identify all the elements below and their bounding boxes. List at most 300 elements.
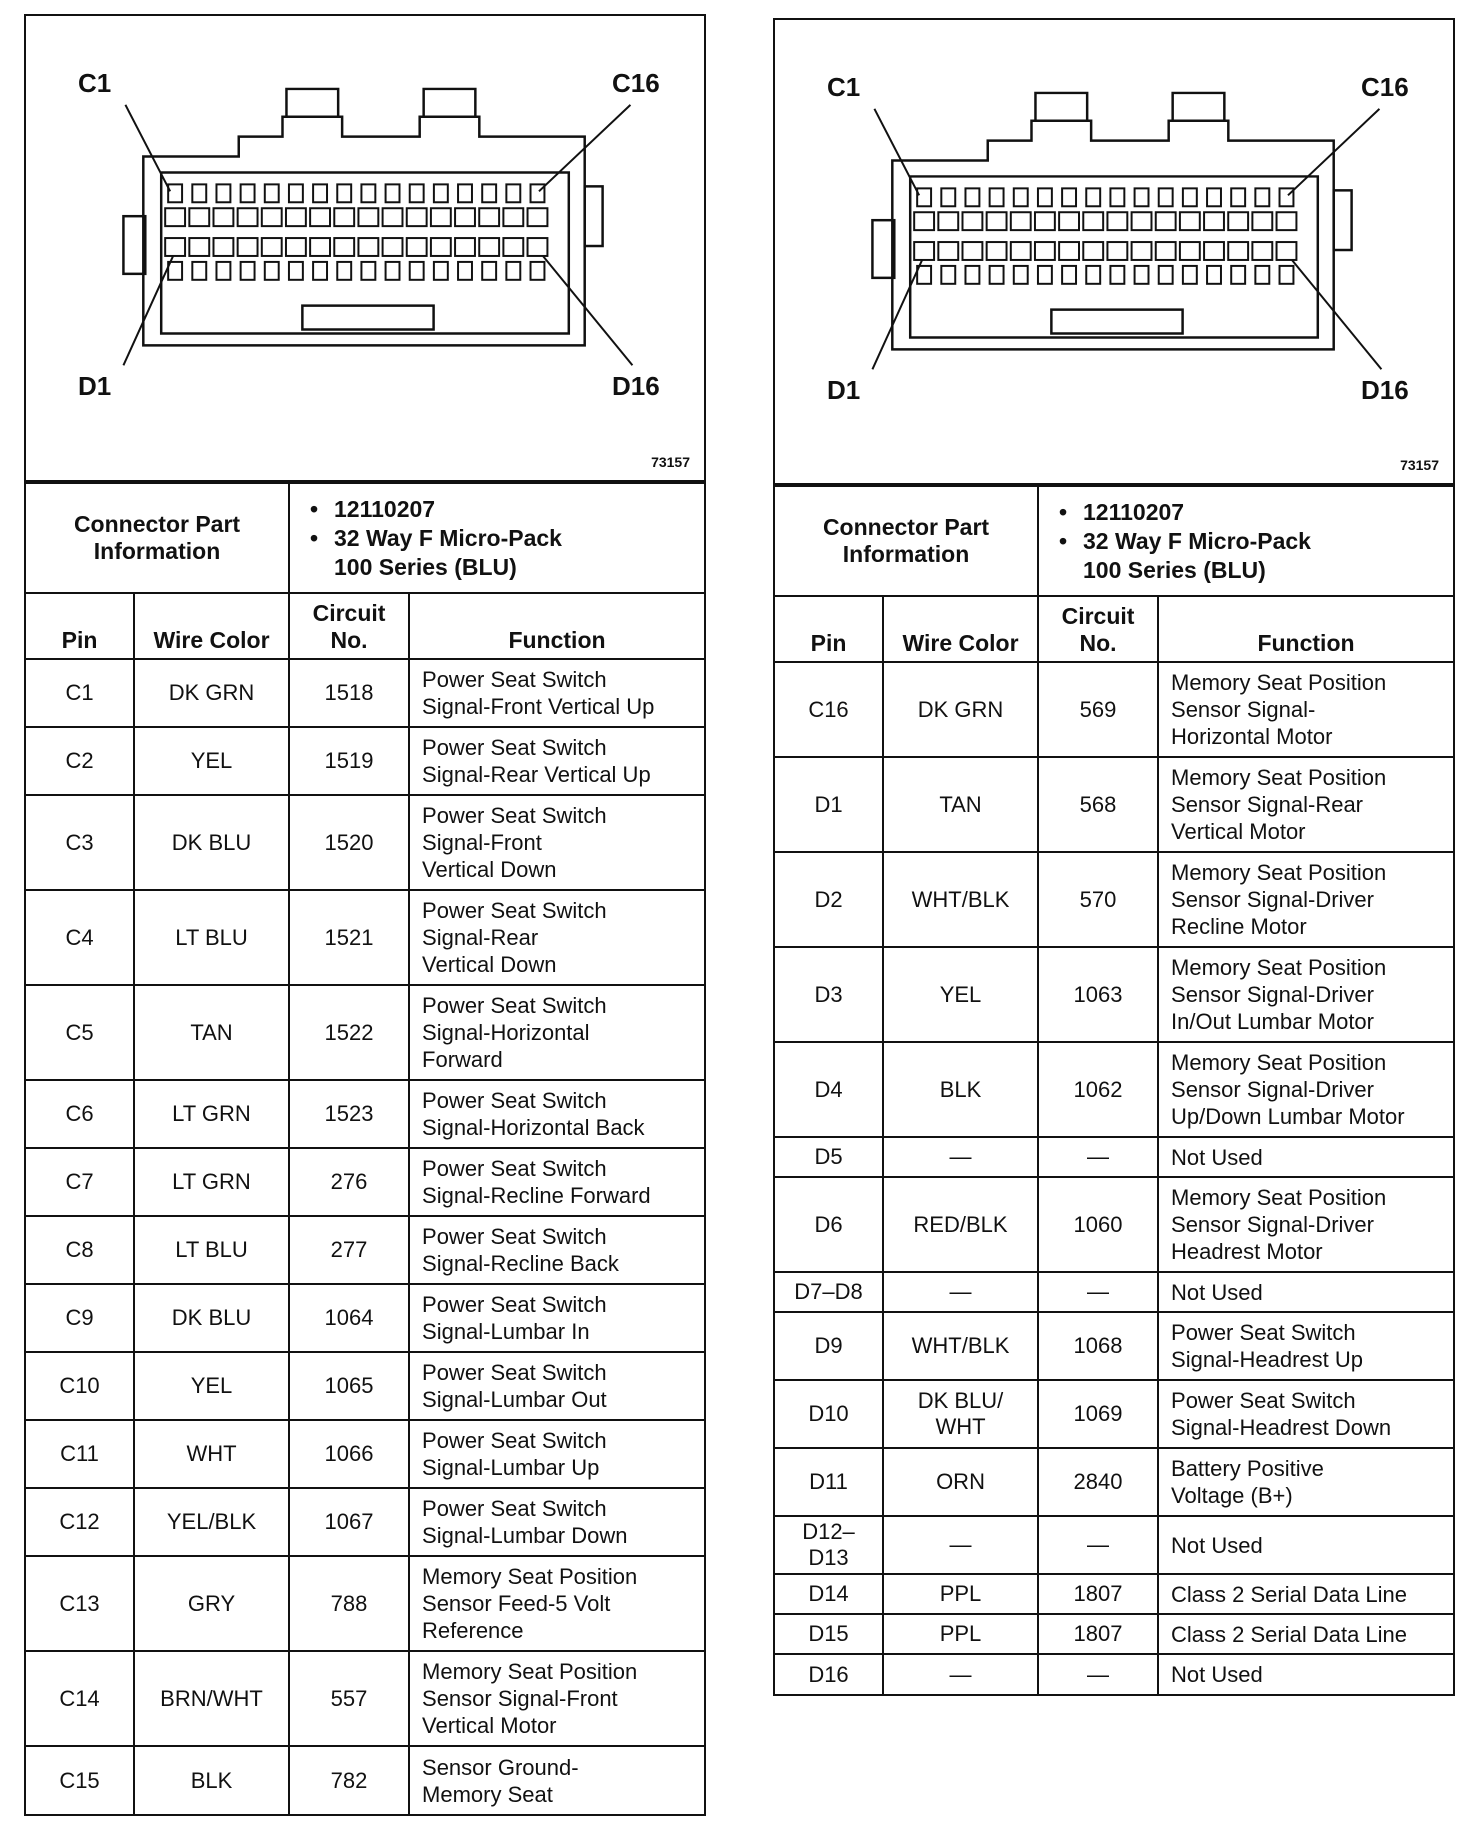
terminal-cavity [334, 208, 354, 226]
terminal-cavity [1252, 242, 1272, 260]
wire-color-cell: RED/BLK [883, 1177, 1038, 1272]
terminal-cavity [310, 208, 330, 226]
circuit-cell: 276 [289, 1148, 409, 1216]
side-latch-right [1334, 190, 1352, 250]
circuit-cell: 1523 [289, 1080, 409, 1148]
table-row [775, 1380, 1453, 1448]
connector-info-title-1: Connector Part [73, 511, 241, 537]
wire-color-cell: — [883, 1272, 1038, 1312]
side-latch-right [585, 186, 603, 246]
function-line: Power Seat Switch [422, 1496, 607, 1521]
function-line: Sensor Signal- [1171, 697, 1316, 722]
wire-color-cell: DK GRN [883, 662, 1038, 757]
header-wire-color: Wire Color [883, 596, 1038, 662]
function-cell [1158, 662, 1453, 757]
function-cell [409, 1284, 704, 1352]
function-line: Signal-Recline Back [422, 1251, 619, 1276]
table-row [26, 1352, 704, 1420]
terminal-cavity [1038, 188, 1052, 206]
function-line: Memory Seat Position [422, 1659, 638, 1684]
wire-color-cell: LT GRN [134, 1148, 289, 1216]
table-row [26, 985, 704, 1080]
terminal-cavity [938, 212, 958, 230]
leader-c1 [874, 109, 919, 195]
function-line: Power Seat Switch [422, 1088, 607, 1113]
terminal-cavity [410, 262, 424, 280]
terminal-cavity [1135, 188, 1149, 206]
function-cell [409, 659, 704, 727]
wire-color-cell: PPL [883, 1614, 1038, 1654]
header-wire-color: Wire Color [134, 593, 289, 659]
table-row [775, 1448, 1453, 1516]
terminal-cavity [386, 262, 400, 280]
function-cell [409, 985, 704, 1080]
pin-cell: C5 [26, 985, 134, 1080]
terminal-cavity [213, 238, 233, 256]
function-cell [409, 1080, 704, 1148]
function-line: Memory Seat Position [1171, 955, 1387, 980]
function-line: Signal-Rear Vertical Up [422, 762, 651, 787]
label-c1: C1 [78, 68, 112, 98]
function-line: Vertical Motor [1171, 819, 1306, 844]
wire-color-cell: YEL [883, 947, 1038, 1042]
table-row [26, 727, 704, 795]
terminal-cavity [434, 184, 448, 202]
terminal-cavity [262, 208, 282, 226]
function-cell [409, 727, 704, 795]
function-line: Memory Seat [422, 1781, 553, 1807]
terminal-cavity [1110, 188, 1124, 206]
connector-info-value [289, 483, 704, 593]
terminal-cavity [1255, 266, 1269, 284]
function-line: Reference [422, 1618, 524, 1643]
terminal-cavity [1132, 212, 1152, 230]
top-tab-left [1035, 93, 1087, 121]
function-cell [409, 1556, 704, 1651]
circuit-cell: 1807 [1038, 1614, 1158, 1654]
function-line: Power Seat Switch [422, 667, 607, 692]
function-line: Signal-Rear [422, 925, 539, 950]
connector-info-label [775, 486, 1038, 596]
circuit-cell: — [1038, 1137, 1158, 1177]
table-row [26, 795, 704, 890]
wire-color-cell: DK BLU/ WHT [883, 1380, 1038, 1448]
table-row [775, 1574, 1453, 1614]
function-line: Power Seat Switch [422, 1224, 607, 1249]
circuit-cell: 1807 [1038, 1574, 1158, 1614]
terminal-cavity [165, 238, 185, 256]
table-row [26, 1284, 704, 1352]
terminal-cavity [361, 184, 375, 202]
desc-line-1: 32 Way F Micro-Pack [1083, 527, 1311, 554]
label-d16: D16 [1361, 375, 1409, 405]
function-line: Class 2 Serial Data Line [1171, 1621, 1408, 1647]
wire-color-cell: LT GRN [134, 1080, 289, 1148]
terminal-cavity [503, 238, 523, 256]
table-row [26, 1488, 704, 1556]
table-body [26, 659, 704, 1814]
function-line: Signal-Recline Forward [422, 1183, 651, 1208]
label-d1: D1 [827, 375, 861, 405]
terminal-cavity [938, 242, 958, 260]
function-cell [1158, 1272, 1453, 1312]
function-line: Not Used [1171, 1532, 1263, 1558]
pin-cell: C9 [26, 1284, 134, 1352]
terminal-cavity [506, 184, 520, 202]
terminal-cavity [482, 184, 496, 202]
wire-color-cell: — [883, 1516, 1038, 1574]
pin-cell: C12 [26, 1488, 134, 1556]
table-row [26, 1651, 704, 1746]
diagram-number: 73157 [1400, 457, 1439, 473]
circuit-cell: 569 [1038, 662, 1158, 757]
circuit-cell: 1069 [1038, 1380, 1158, 1448]
circuit-cell: 568 [1038, 757, 1158, 852]
terminal-cavity [962, 242, 982, 260]
table-row [26, 1080, 704, 1148]
terminal-cavity [1280, 266, 1294, 284]
diagram-number: 73157 [651, 454, 690, 470]
terminal-cavity [1038, 266, 1052, 284]
terminal-cavity [917, 188, 931, 206]
table-row [775, 1177, 1453, 1272]
terminal-cavity [1252, 212, 1272, 230]
connector-info-title-1: Connector Part [822, 514, 990, 540]
terminal-cavity [1207, 188, 1221, 206]
function-line: Sensor Signal-Front [422, 1686, 618, 1711]
header-circuit [289, 593, 409, 659]
header-circuit [1038, 596, 1158, 662]
function-line: Power Seat Switch [422, 993, 607, 1018]
wire-color-cell: BLK [883, 1042, 1038, 1137]
terminal-cavity [1086, 188, 1100, 206]
wire-color-cell: — [883, 1654, 1038, 1694]
wire-color-cell: YEL [134, 1352, 289, 1420]
label-d1: D1 [78, 371, 112, 401]
pin-cell: D5 [775, 1137, 883, 1177]
pin-cell: D12– D13 [775, 1516, 883, 1574]
function-line: Signal-Headrest Down [1171, 1415, 1392, 1440]
pin-cell: D7–D8 [775, 1272, 883, 1312]
terminal-cavity [289, 184, 303, 202]
table-row [26, 659, 704, 727]
connector-drawing [775, 20, 1453, 483]
terminal-cavity [192, 262, 206, 280]
connector-diagram [775, 20, 1453, 485]
terminal-cavity [407, 238, 427, 256]
terminal-cavity [531, 262, 545, 280]
header-row [775, 596, 1453, 662]
pin-cell: C7 [26, 1148, 134, 1216]
circuit-cell: 1062 [1038, 1042, 1158, 1137]
leader-d1 [123, 256, 173, 365]
terminal-cavity [1159, 188, 1173, 206]
terminal-cavity [479, 238, 499, 256]
function-line: Signal-Horizontal [422, 1020, 590, 1045]
function-line: Vertical Motor [422, 1713, 557, 1738]
pin-cell: D15 [775, 1614, 883, 1654]
side-latch-left [872, 220, 894, 278]
table-row [775, 852, 1453, 947]
terminal-cavity [1110, 266, 1124, 284]
circuit-cell: 1064 [289, 1284, 409, 1352]
table-row [26, 1216, 704, 1284]
pin-cell: C13 [26, 1556, 134, 1651]
function-line: Power Seat Switch [1171, 1320, 1356, 1345]
terminal-cavity [990, 188, 1004, 206]
wire-color-cell: BRN/WHT [134, 1651, 289, 1746]
terminal-cavity [482, 262, 496, 280]
wire-color-cell: DK BLU [134, 795, 289, 890]
circuit-cell: 1065 [289, 1352, 409, 1420]
function-line: Power Seat Switch [422, 735, 607, 760]
function-line: Signal-Lumbar Up [422, 1455, 600, 1480]
pin-cell: D14 [775, 1574, 883, 1614]
terminal-cavity [962, 212, 982, 230]
function-cell [1158, 757, 1453, 852]
terminal-cavity [458, 262, 472, 280]
terminal-cavity [334, 238, 354, 256]
terminal-cavity [241, 262, 255, 280]
connector-info-row [26, 483, 704, 593]
terminal-cavity [383, 208, 403, 226]
table-row [775, 1516, 1453, 1574]
leader-d16 [1292, 260, 1381, 369]
table-row [775, 1272, 1453, 1312]
terminal-cavity [265, 184, 279, 202]
function-line: Power Seat Switch [422, 898, 607, 923]
terminal-cavity [1207, 266, 1221, 284]
terminal-cavity [965, 188, 979, 206]
function-line: Power Seat Switch [422, 1360, 607, 1385]
pin-cell: D6 [775, 1177, 883, 1272]
circuit-cell: 570 [1038, 852, 1158, 947]
terminal-cavity [1107, 242, 1127, 260]
terminal-cavity [1059, 212, 1079, 230]
terminal-cavity [1011, 212, 1031, 230]
wire-color-cell: WHT/BLK [883, 1312, 1038, 1380]
terminal-cavity [1183, 266, 1197, 284]
function-cell [409, 1488, 704, 1556]
wire-color-cell: TAN [134, 985, 289, 1080]
wire-color-cell: WHT [134, 1420, 289, 1488]
wire-color-cell: WHT/BLK [883, 852, 1038, 947]
wire-color-cell: LT BLU [134, 1216, 289, 1284]
header-circuit-1: Circuit [1061, 603, 1135, 629]
pin-cell: D9 [775, 1312, 883, 1380]
terminal-cavity [1255, 188, 1269, 206]
function-line: Power Seat Switch [1171, 1388, 1356, 1413]
label-c16: C16 [1361, 72, 1409, 102]
terminal-cavity [1083, 212, 1103, 230]
connector-body-outline [892, 121, 1333, 350]
top-tab-left [286, 89, 338, 117]
terminal-cavity [1107, 212, 1127, 230]
terminal-cavity [238, 208, 258, 226]
function-cell [1158, 1614, 1453, 1654]
header-circuit-1: Circuit [312, 600, 386, 626]
circuit-cell: 1066 [289, 1420, 409, 1488]
terminal-cavity [216, 262, 230, 280]
wire-color-cell: ORN [883, 1448, 1038, 1516]
pin-cell: C2 [26, 727, 134, 795]
side-latch-left [123, 216, 145, 274]
table-row [775, 1042, 1453, 1137]
function-cell [1158, 947, 1453, 1042]
connector-info-value [1038, 486, 1453, 596]
wire-color-cell: YEL [134, 727, 289, 795]
desc-line-2: 100 Series (BLU) [334, 553, 517, 580]
wire-color-cell: TAN [883, 757, 1038, 852]
terminal-cavity [310, 238, 330, 256]
function-cell [1158, 1654, 1453, 1694]
function-cell [409, 1651, 704, 1746]
terminal-cavity [1135, 266, 1149, 284]
terminal-cavity [361, 262, 375, 280]
table-row [775, 1654, 1453, 1694]
circuit-cell: 1519 [289, 727, 409, 795]
table-row [26, 1556, 704, 1651]
function-cell [409, 890, 704, 985]
function-line: Not Used [1171, 1279, 1263, 1305]
circuit-cell: — [1038, 1516, 1158, 1574]
terminal-cavity [528, 208, 548, 226]
terminal-cavity [914, 212, 934, 230]
terminal-cavity [1014, 266, 1028, 284]
terminal-cavity [337, 184, 351, 202]
function-line: Signal-Front Vertical Up [422, 694, 655, 719]
circuit-cell: 1520 [289, 795, 409, 890]
header-row [26, 593, 704, 659]
connector-info-label [26, 483, 289, 593]
connector-body-outline [143, 117, 584, 346]
function-cell [1158, 1380, 1453, 1448]
terminal-cavity [1180, 242, 1200, 260]
terminal-cavity [1228, 212, 1248, 230]
terminal-cavity [458, 184, 472, 202]
circuit-cell: — [1038, 1654, 1158, 1694]
part-number: • 12110207 [334, 495, 696, 524]
terminal-cavity [1062, 266, 1076, 284]
terminal-cavity [479, 208, 499, 226]
terminal-cavity [1062, 188, 1076, 206]
function-cell [1158, 1137, 1453, 1177]
terminal-cavity [189, 208, 209, 226]
connector-description [334, 524, 696, 582]
function-line: Sensor Signal-Driver [1171, 1212, 1374, 1237]
function-cell [1158, 1516, 1453, 1574]
function-line: Up/Down Lumbar Motor [1171, 1104, 1405, 1129]
function-cell [1158, 1042, 1453, 1137]
connector-panel-right [773, 18, 1455, 1696]
terminal-cavity [990, 266, 1004, 284]
pin-cell: D3 [775, 947, 883, 1042]
wire-color-cell: YEL/BLK [134, 1488, 289, 1556]
terminal-cavity [1086, 266, 1100, 284]
top-tab-right [424, 89, 476, 117]
pin-cell: C6 [26, 1080, 134, 1148]
function-cell [409, 1746, 704, 1814]
function-cell [409, 1216, 704, 1284]
terminal-cavity [241, 184, 255, 202]
function-line: Memory Seat Position [422, 1564, 638, 1589]
header-function: Function [1158, 596, 1453, 662]
function-cell [1158, 852, 1453, 947]
terminal-cavity [1228, 242, 1248, 260]
terminal-cavity [1156, 212, 1176, 230]
function-line: Signal-Lumbar In [422, 1319, 590, 1344]
function-line: Sensor Signal-Driver [1171, 982, 1374, 1007]
terminal-cavity [313, 262, 327, 280]
terminal-cavity [386, 184, 400, 202]
terminal-cavity [455, 238, 475, 256]
wire-color-cell: DK GRN [134, 659, 289, 727]
terminal-cavity [1231, 266, 1245, 284]
pin-cell: C11 [26, 1420, 134, 1488]
terminal-cavity [1035, 212, 1055, 230]
circuit-cell: 1518 [289, 659, 409, 727]
function-cell [409, 795, 704, 890]
pin-cell: C10 [26, 1352, 134, 1420]
table-row [26, 1148, 704, 1216]
function-line: Signal-Horizontal Back [422, 1115, 645, 1140]
terminal-cavity [914, 242, 934, 260]
terminal-cavity [313, 184, 327, 202]
pin-cell: C4 [26, 890, 134, 985]
pin-cell: C14 [26, 1651, 134, 1746]
function-line: Sensor Signal-Driver [1171, 887, 1374, 912]
terminal-cavity [358, 238, 378, 256]
function-cell [409, 1148, 704, 1216]
pin-cell: D2 [775, 852, 883, 947]
label-d16: D16 [612, 371, 660, 401]
function-line: Signal-Headrest Up [1171, 1347, 1363, 1372]
function-line: Power Seat Switch [422, 1156, 607, 1181]
circuit-cell: 788 [289, 1556, 409, 1651]
function-line: Signal-Front [422, 830, 542, 855]
leader-d16 [543, 256, 632, 365]
circuit-cell: 1067 [289, 1488, 409, 1556]
wire-color-cell: BLK [134, 1746, 289, 1814]
header-circuit-2: No. [330, 627, 368, 653]
terminal-cavity [265, 262, 279, 280]
pin-cell: C8 [26, 1216, 134, 1284]
terminal-cavity [216, 184, 230, 202]
table-row [775, 1137, 1453, 1177]
terminal-cavity [1132, 242, 1152, 260]
terminal-cavity [506, 262, 520, 280]
function-line: Not Used [1171, 1662, 1263, 1687]
function-line: Recline Motor [1171, 914, 1307, 939]
pin-cell: D4 [775, 1042, 883, 1137]
terminal-cavity [431, 208, 451, 226]
terminal-cavity [410, 184, 424, 202]
function-line: Not Used [1171, 1144, 1263, 1170]
function-line: Battery Positive [1171, 1456, 1324, 1481]
pin-cell: D16 [775, 1654, 883, 1694]
terminal-cavity [286, 208, 306, 226]
terminal-cavity [455, 208, 475, 226]
terminal-cavity [1277, 212, 1297, 230]
terminal-cavity [1180, 212, 1200, 230]
circuit-cell: 277 [289, 1216, 409, 1284]
table-row [26, 890, 704, 985]
circuit-cell: 557 [289, 1651, 409, 1746]
circuit-cell: 1068 [1038, 1312, 1158, 1380]
function-line: Power Seat Switch [422, 803, 607, 828]
function-line: Sensor Feed-5 Volt [422, 1591, 611, 1616]
header-pin: Pin [775, 596, 883, 662]
